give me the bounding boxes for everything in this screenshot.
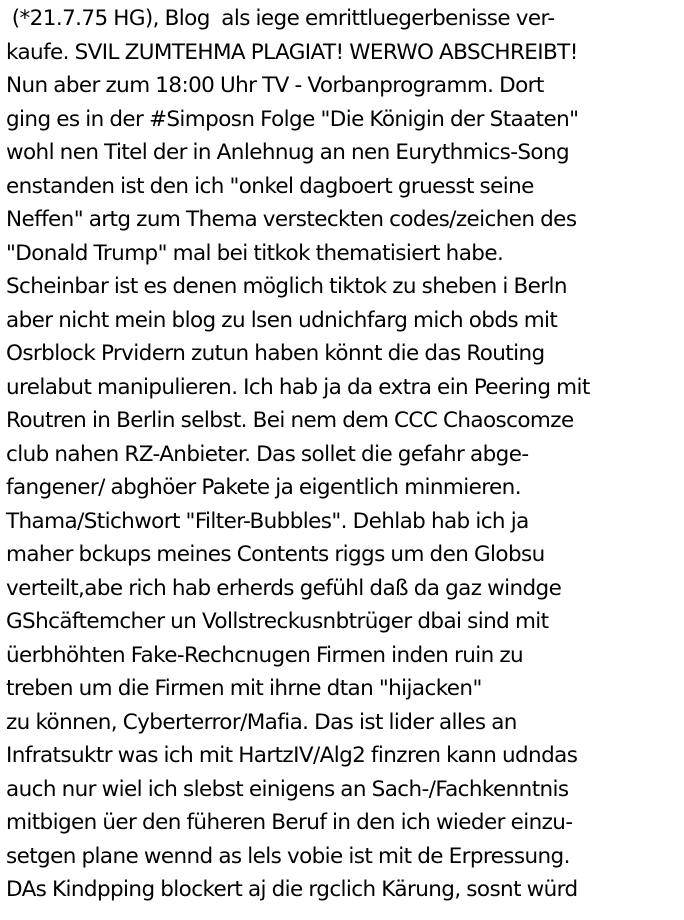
text-line: auch nur wiel ich slebst einigens an Sach-/Fachkenntnis (6, 776, 569, 802)
text-line: treben um die Firmen mit ihrne dtan "hijacken" (6, 676, 482, 701)
document-text (6, 2, 682, 907)
text-line: kaufe. SVIL ZUMTEHMA PLAGIAT! WERWO ABSCHREIBT! (6, 39, 578, 65)
text-line: club nahen RZ-Anbieter. Das sollet die gefahr abge- (6, 441, 529, 467)
text-line: enstanden ist den ich "onkel dagboert gruesst seine (6, 173, 534, 199)
text-line: mitbigen üer den füheren Beruf in den ich wieder einzu- (6, 810, 573, 835)
text-line: DAs Kindpping blockert aj die rgclich Kärung, sosnt würd (6, 877, 578, 902)
text-line: "Donald Trump" mal bei titkok thematisiert habe. (6, 240, 504, 266)
text-line: aber nicht mein blog zu lsen udnichfarg mich obds mit (6, 307, 558, 333)
text-line: Thama/Stichwort "Filter-Bubbles". Dehlab hab ich ja (6, 508, 529, 534)
text-line: Scheinbar ist es denen möglich tiktok zu sheben i Berln (6, 274, 567, 299)
text-line: urelabut manipulieren. Ich hab ja da extra ein Peering mit (6, 374, 590, 400)
text-line: Neffen" artg zum Thema versteckten codes/zeichen des (6, 207, 577, 232)
text-line: maher bckups meines Contents riggs um den Globsu (6, 542, 545, 567)
text-line: GShcäftemcher un Vollstreckusnbtrüger dbai sind mit (6, 609, 549, 634)
text-line: verteilt,abe rich hab erherds gefühl daß da gaz windge (6, 575, 562, 601)
text-line: Routren in Berlin selbst. Bei nem dem CCC Chaoscomze (6, 408, 574, 433)
text-line: üerbhöhten Fake-Rechcnugen Firmen inden ruin zu (6, 642, 524, 668)
text-line: Infratsuktr was ich mit HartzIV/Alg2 finzren kann udndas (6, 743, 578, 768)
text-line: Nun aber zum 18:00 Uhr TV - Vorbanprogramm. Dort (6, 73, 544, 98)
text-line: setgen plane wennd as lels vobie ist mit de Erpressung. (6, 843, 570, 869)
text-line: (*21.7.75 HG), Blog als iege emrittluegerbenisse ver- (6, 6, 555, 31)
text-line: ging es in der #Simposn Folge "Die Königin der Staaten" (6, 106, 579, 132)
text-line: wohl nen Titel der in Anlehnug an nen Eurythmics-Song (6, 140, 570, 165)
text-line: zu können, Cyberterror/Mafia. Das ist lider alles an (6, 709, 517, 735)
text-line: fangener/ abghöer Pakete ja eigentlich minmieren. (6, 475, 521, 500)
text-line: Osrblock Prvidern zutun haben könnt die das Routing (6, 341, 545, 366)
